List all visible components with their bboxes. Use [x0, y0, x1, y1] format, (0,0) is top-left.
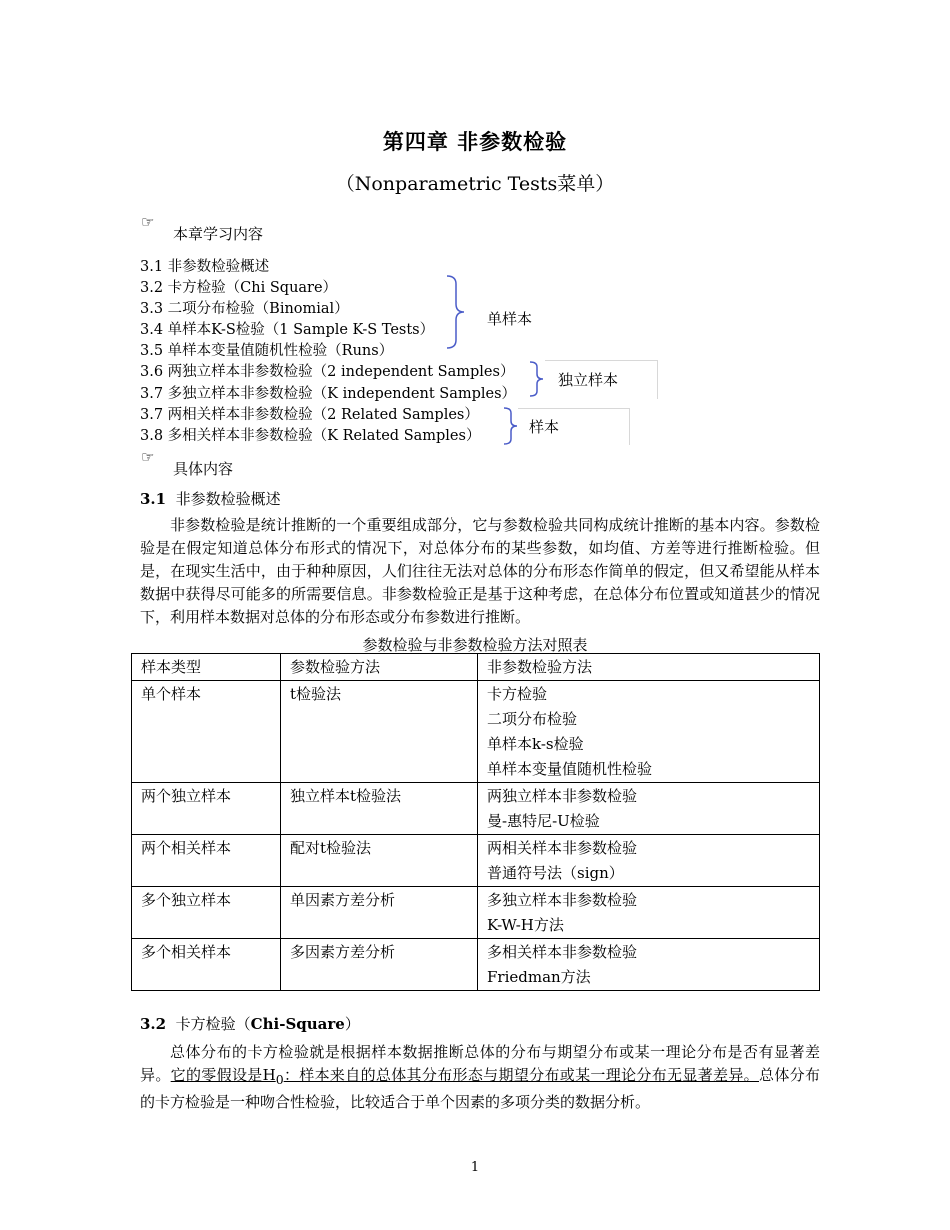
toc-item-3-7a: 3.7 多独立样本非参数检验（K independent Samples） [140, 386, 517, 402]
table-cell-type: 两个相关样本 [132, 835, 281, 887]
table-header-row [132, 654, 820, 681]
brace-independent-samples-icon [528, 360, 546, 398]
section-title-bold: Chi-Square [250, 1015, 345, 1033]
toc-item-3-6: 3.6 两独立样本非参数检验（2 independent Samples） [140, 364, 515, 380]
toc-item-3-5: 3.5 单样本变量值随机性检验（Runs） [140, 343, 394, 359]
table-cell-type: 多个独立样本 [132, 887, 281, 939]
method-item: 两独立样本非参数检验 [487, 787, 638, 805]
pointing-hand-icon-2: ☞ [141, 448, 155, 466]
table-cell-param: 配对t检验法 [281, 835, 478, 887]
section-number: 3.1 [140, 490, 167, 508]
bullet-detailed-contents: 具体内容 [173, 460, 234, 478]
section-title: 非参数检验概述 [175, 490, 281, 508]
section-heading-3-1 [140, 488, 281, 509]
toc-item-3-8: 3.8 多相关样本非参数检验（K Related Samples） [140, 428, 481, 444]
table-cell-nonparam [478, 783, 820, 835]
toc-item-3-4: 3.4 单样本K-S检验（1 Sample K-S Tests） [140, 322, 435, 338]
table-cell-type: 单个样本 [132, 681, 281, 783]
method-item: 两相关样本非参数检验 [487, 839, 638, 857]
chi-square-text-1: 总体分布的卡方检验就是根据样本数据推断总体的分布与期望分布或某一理论分布是否有显著差异。 [140, 1043, 820, 1084]
table-cell-nonparam [478, 681, 820, 783]
toc-item-3-7b: 3.7 两相关样本非参数检验（2 Related Samples） [140, 407, 479, 423]
brace-single-sample-icon [444, 274, 468, 350]
method-item: 普通符号法（sign） [487, 864, 624, 882]
table-header-cell: 参数检验方法 [281, 654, 478, 681]
bullet-study-contents: 本章学习内容 [173, 225, 264, 243]
method-item: K-W-H方法 [487, 916, 564, 934]
page-number: 1 [470, 1160, 480, 1175]
table-cell-nonparam [478, 939, 820, 991]
null-hypothesis-text [170, 1066, 759, 1087]
section-title-post: ） [344, 1015, 360, 1033]
brace-related-samples-icon [502, 406, 520, 446]
pointing-hand-icon: ☞ [141, 213, 155, 231]
method-item: 多独立样本非参数检验 [487, 891, 638, 909]
group-label-independent-samples: 独立样本 [558, 371, 619, 389]
chapter-title: 第四章 非参数检验 [382, 130, 568, 154]
method-item: 单样本k-s检验 [487, 735, 584, 753]
intro-paragraph: 非参数检验是统计推断的一个重要组成部分，它与参数检验共同构成统计推断的基本内容。参数检验是在假定知道总体分布形式的情况下，对总体分布的某些参数，如均值、方差等进行推断检验。但是，在现实生活中，由于种种原因，人们往往无法对总体的分布形态作简单的假定，但又希望能从样本数据中获得尽可能多的所需要信息。非参数检验正是基于这种考虑，在总体分布位置或知道甚少的情况下，利用样本数据对总体的分布形态或分布参数进行推断。 [140, 516, 820, 626]
chi-square-paragraph [140, 1041, 820, 1114]
table-cell-param: 单因素方差分析 [281, 887, 478, 939]
table-header-cell: 非参数检验方法 [478, 654, 820, 681]
method-item: 曼-惠特尼-U检验 [487, 812, 600, 830]
table-header-cell: 样本类型 [132, 654, 281, 681]
null-hypothesis-pre: 它的零假设是H [170, 1066, 276, 1084]
chapter-subtitle: （Nonparametric Tests菜单） [335, 173, 615, 195]
table-row [132, 783, 820, 835]
table-row [132, 887, 820, 939]
table-cell-type: 多个相关样本 [132, 939, 281, 991]
table-caption: 参数检验与非参数检验方法对照表 [362, 636, 588, 654]
subscript-zero: 0 [275, 1072, 284, 1087]
section-title-pre: 卡方检验（ [175, 1015, 251, 1033]
toc-item-3-1: 3.1 非参数检验概述 [140, 259, 270, 275]
table-row [132, 939, 820, 991]
section-heading-3-2 [140, 1013, 360, 1034]
table-cell-param: 多因素方差分析 [281, 939, 478, 991]
chi-square-text-2: 总体分布的卡方检验是一种吻合性检验，比较适合于单个因素的多项分类的数据分析。 [140, 1066, 820, 1111]
null-hypothesis-post: ：样本来自的总体其分布形态与期望分布或某一理论分布无显著差异。 [283, 1066, 759, 1084]
table-cell-nonparam [478, 835, 820, 887]
group-label-single-sample: 单样本 [487, 310, 533, 328]
toc-item-3-3: 3.3 二项分布检验（Binomial） [140, 301, 349, 317]
method-item: 多相关样本非参数检验 [487, 943, 638, 961]
method-item: Friedman方法 [487, 968, 591, 986]
method-item: 二项分布检验 [487, 710, 578, 728]
table-cell-param: 独立样本t检验法 [281, 783, 478, 835]
method-item: 卡方检验 [487, 685, 548, 703]
table-cell-type: 两个独立样本 [132, 783, 281, 835]
comparison-table [131, 653, 820, 991]
group-label-related-samples: 样本 [529, 418, 560, 436]
section-number: 3.2 [140, 1015, 167, 1033]
table-row [132, 835, 820, 887]
method-item: 单样本变量值随机性检验 [487, 760, 653, 778]
table-row [132, 681, 820, 783]
table-cell-nonparam [478, 887, 820, 939]
table-cell-param: t检验法 [281, 681, 478, 783]
toc-item-3-2: 3.2 卡方检验（Chi Square） [140, 280, 338, 296]
